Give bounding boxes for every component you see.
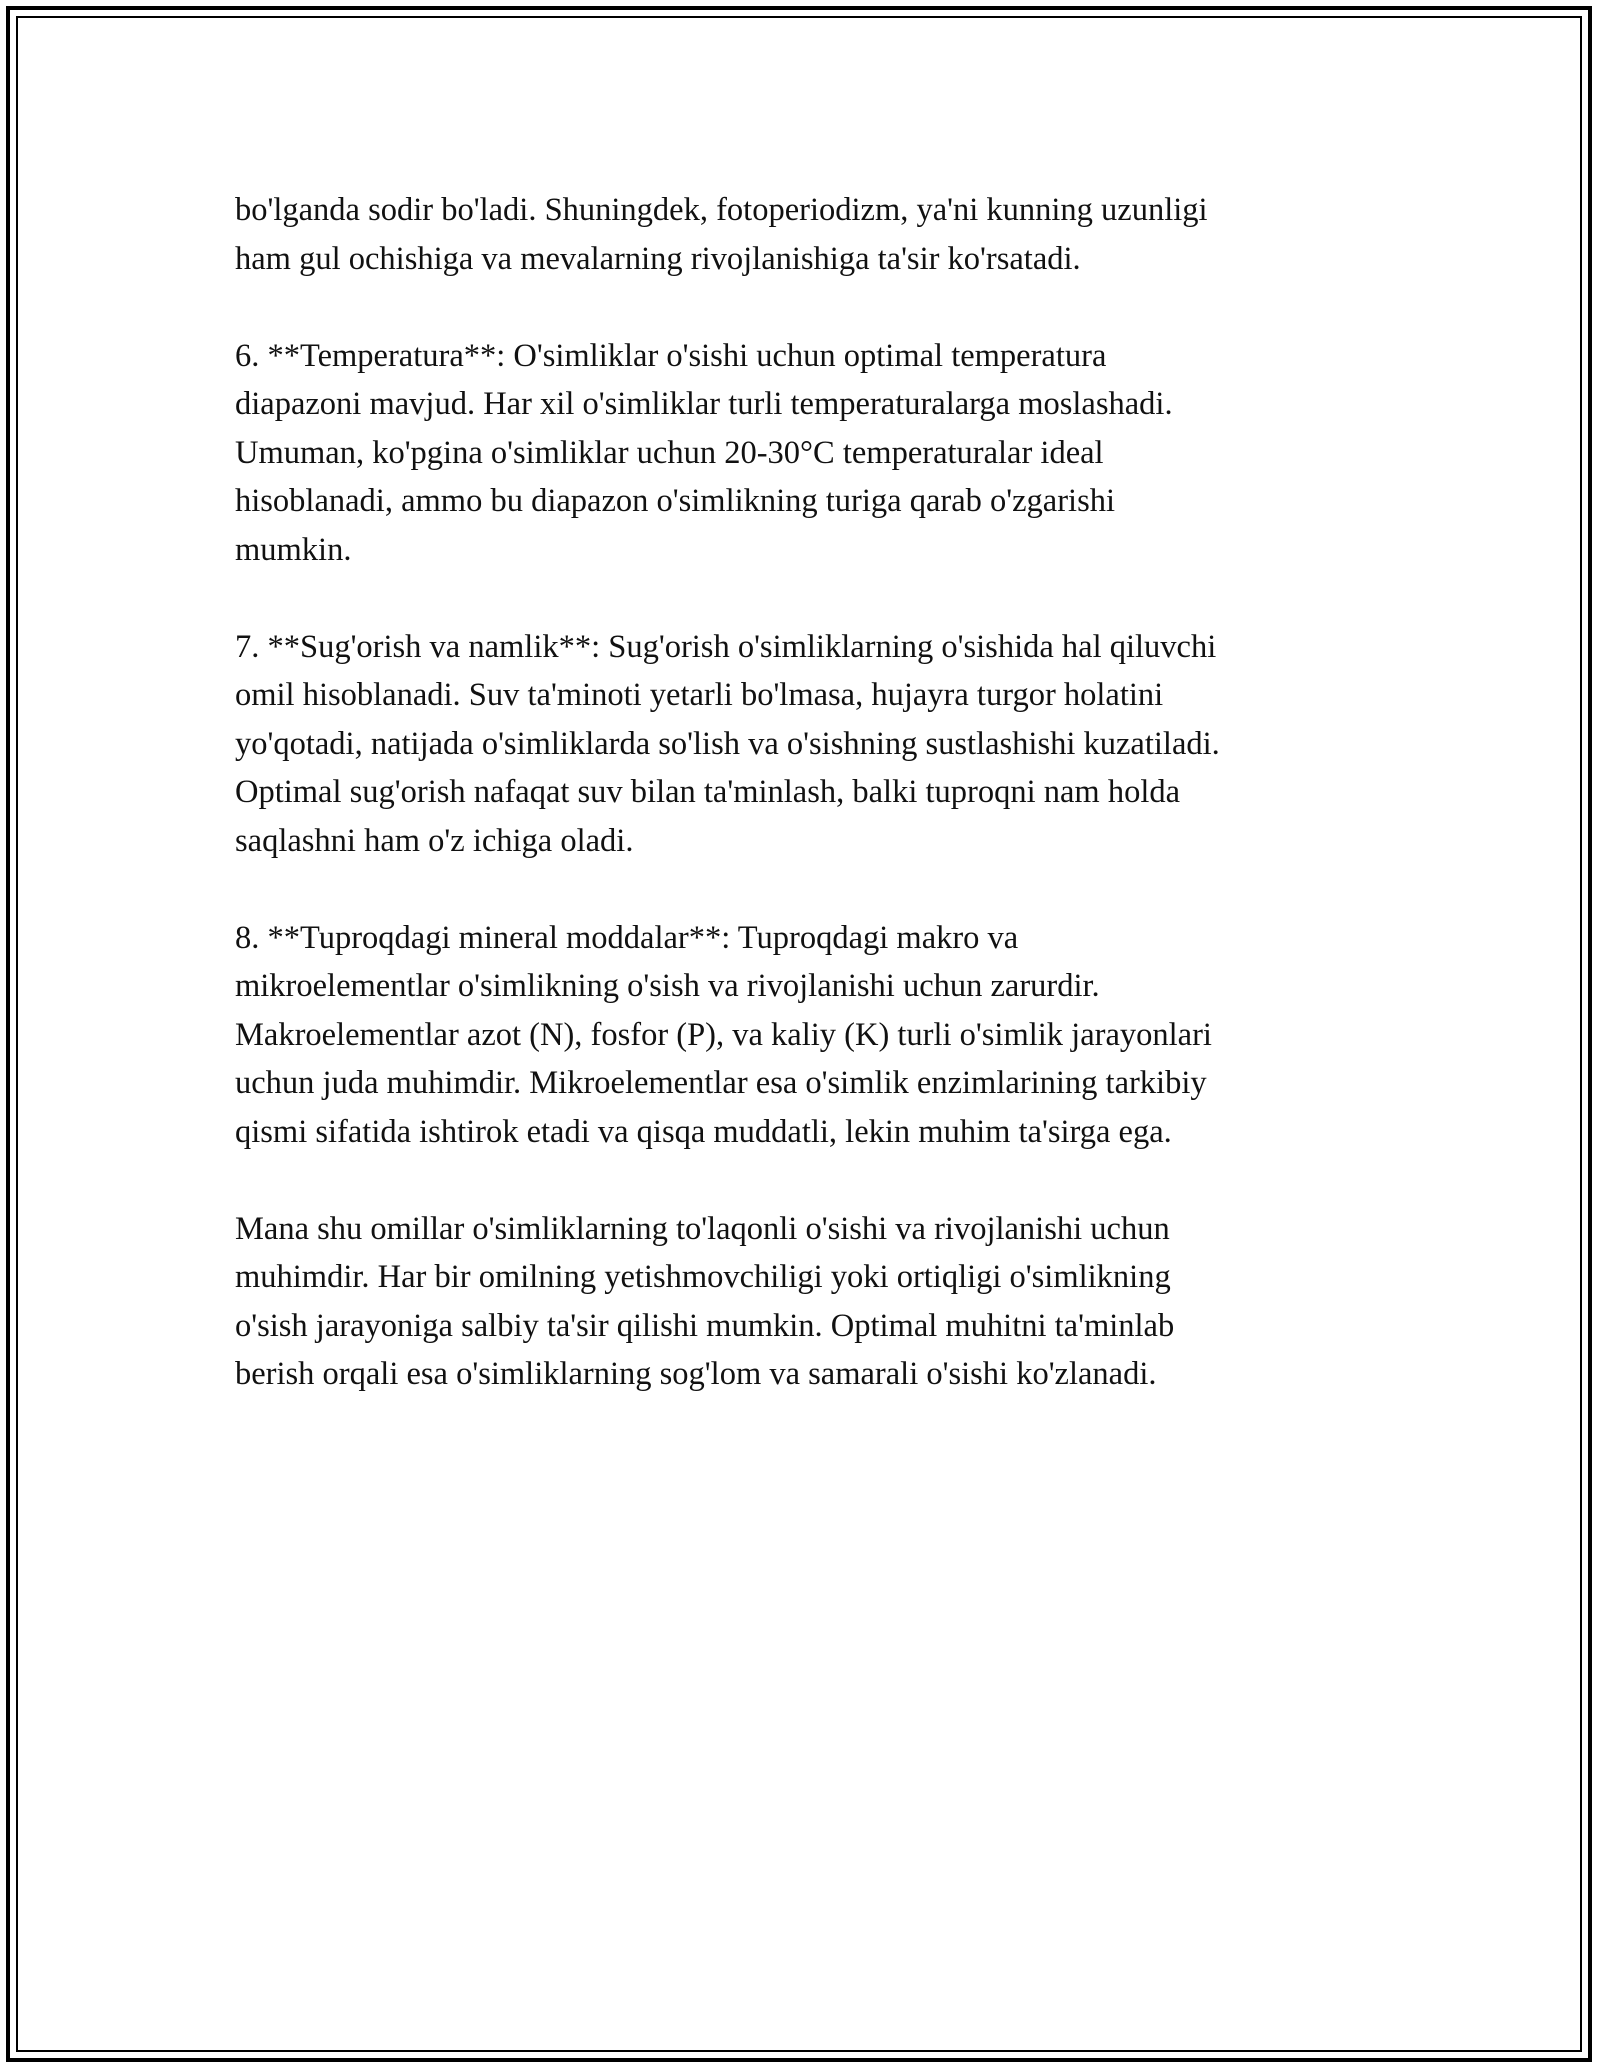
paragraph-temperature: 6. **Temperatura**: O'simliklar o'sishi uchun optimal temperatura diapazoni mavjud. Har xil o'simliklar turli temperaturalarga moslashadi. Umuman, ko'pgina o'simliklar uchun 20-30°C temperaturalar ideal hisoblanadi, ammo bu diapazon o'simlikning turiga qarab o'zgarishi mumkin. — [235, 337, 1173, 568]
paragraph-soil-minerals: 8. **Tuproqdagi mineral moddalar**: Tuproqdagi makro va mikroelementlar o'simlikning o'sish va rivojlanishi uchun zarurdir. Makroelementlar azot (N), fosfor (P), va kaliy (K) turli o'simlik jarayonlari uchun juda muhimdir. Mikroelementlar esa o'simlik enzimlarining tarkibiy qismi sifatida ishtirok etadi va qisqa muddatli, lekin muhim ta'sirga ega. — [235, 919, 1212, 1150]
paragraph-photoperiod: bo'lganda sodir bo'ladi. Shuningdek, fotoperiodizm, ya'ni kunning uzunligi ham gul ochishiga va mevalarning rivojlanishiga ta'sir ko'rsatadi. — [235, 192, 1208, 277]
document-body — [235, 186, 1365, 1399]
paragraph-conclusion: Mana shu omillar o'simliklarning to'laqonli o'sishi va rivojlanishi uchun muhimdir. Har bir omilning yetishmovchiligi yoki ortiqligi o'simlikning o'sish jarayoniga salbiy ta'sir qilishi mumkin. Optimal muhitni ta'minlab berish orqali esa o'simliklarning sog'lom va samarali o'sishi ko'zlanadi. — [235, 1210, 1175, 1392]
paragraph-irrigation: 7. **Sug'orish va namlik**: Sug'orish o'simliklarning o'sishida hal qiluvchi omil hisoblanadi. Suv ta'minoti yetarli bo'lmasa, hujayra turgor holatini yo'qotadi, natijada o'simliklarda so'lish va o'sishning sustlashishi kuzatiladi. Optimal sug'orish nafaqat suv bilan ta'minlash, balki tuproqni nam holda saqlashni ham o'z ichiga oladi. — [235, 628, 1220, 859]
